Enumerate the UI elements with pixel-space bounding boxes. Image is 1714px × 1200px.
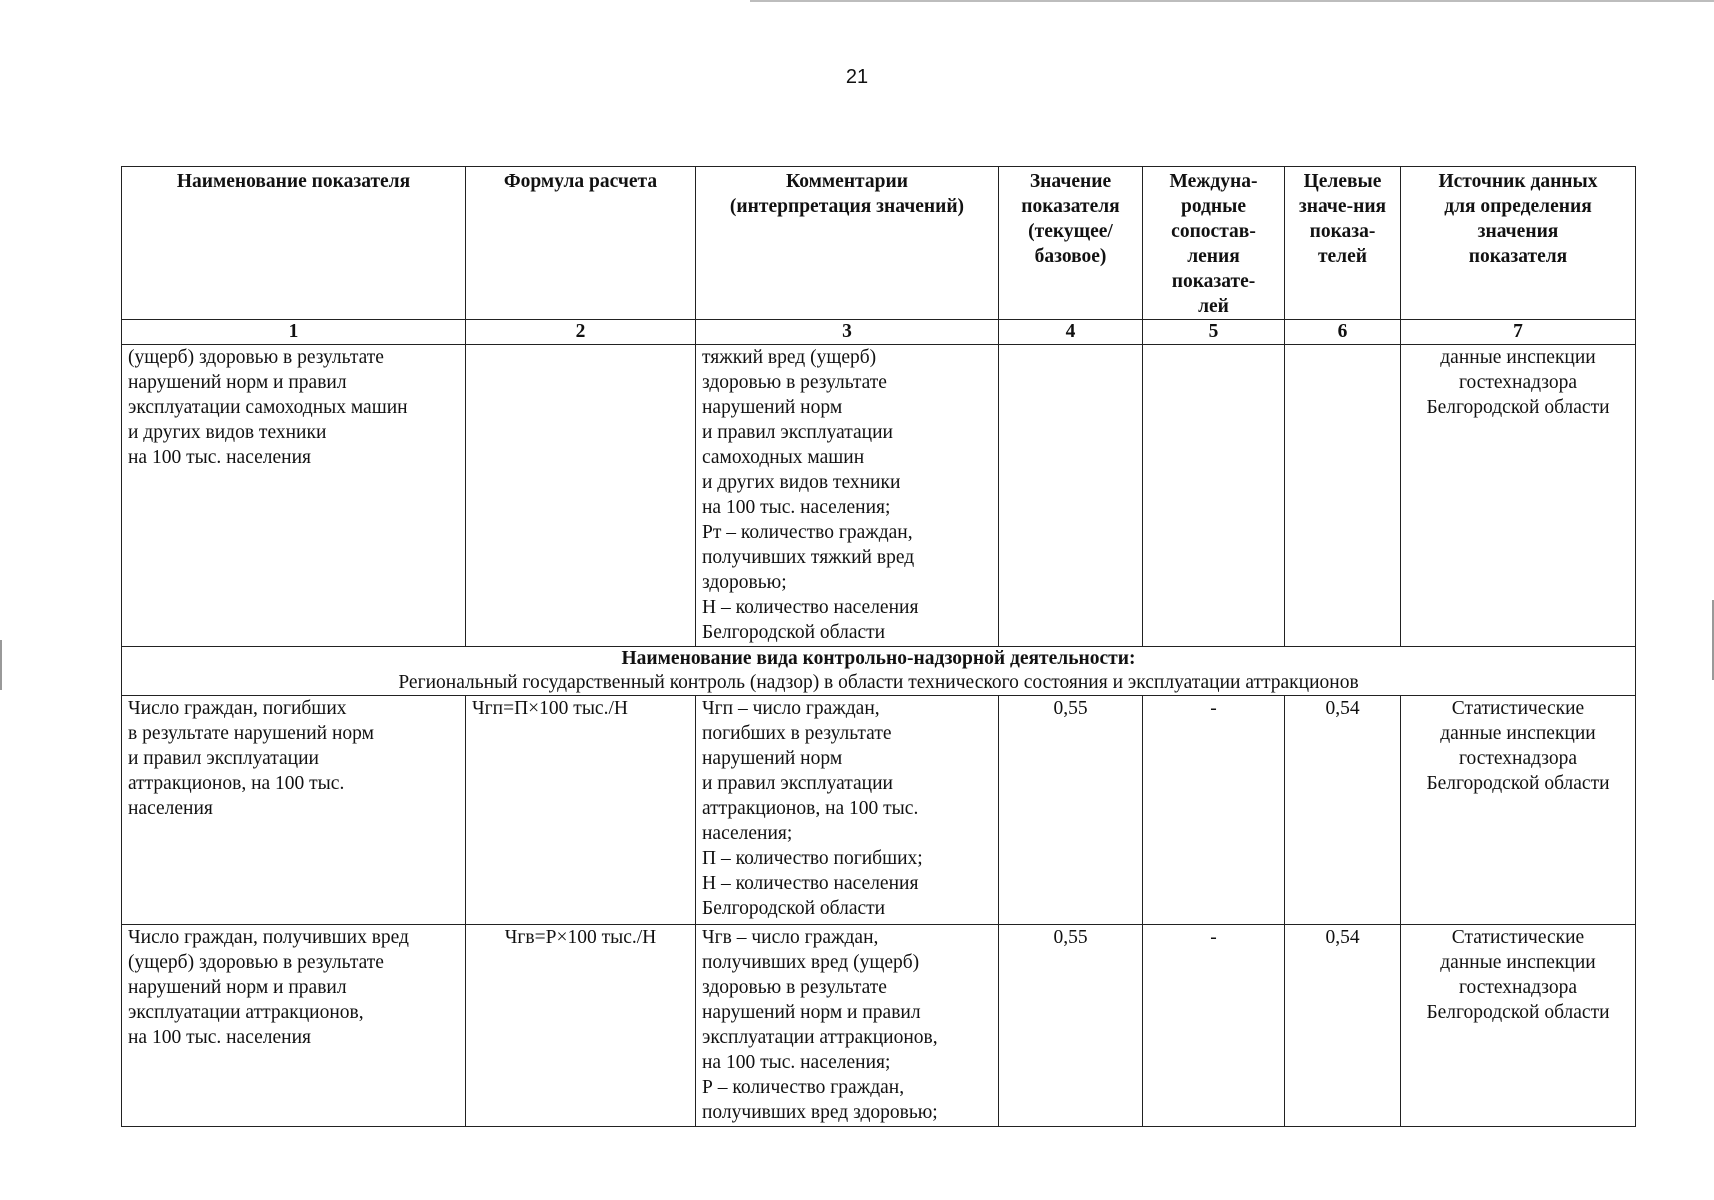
section-row — [122, 647, 1636, 696]
data-source: данные инспекции гостехнадзора Белгородской области — [1401, 345, 1636, 647]
scan-margin-mark — [0, 640, 2, 690]
table-row — [122, 345, 1636, 647]
section-subtitle: Региональный государственный контроль (надзор) в области технического состояния и эксплуатации аттракционов — [398, 672, 1359, 693]
column-number: 7 — [1401, 320, 1636, 345]
indicator-name: Число граждан, погибших в результате нарушений норм и правил эксплуатации аттракционов, на 100 тыс. населения — [122, 696, 466, 925]
page-number: 21 — [845, 66, 869, 88]
section-title: Наименование вида контрольно-надзорной деятельности: — [621, 648, 1136, 669]
data-source: Статистические данные инспекции гостехнадзора Белгородской области — [1401, 696, 1636, 925]
target-value: 0,54 — [1285, 696, 1401, 925]
scan-edge-line — [750, 0, 1714, 2]
column-number: 3 — [696, 320, 999, 345]
comment: Чгп – число граждан, погибших в результате нарушений норм и правил эксплуатации аттракционов, на 100 тыс. населения; П – количество погибших; Н – количество населения Белгородской области — [696, 696, 999, 925]
target-value — [1285, 345, 1401, 647]
header-international: Междуна- родные сопостав- ления показате- лей — [1143, 167, 1285, 320]
indicator-name: (ущерб) здоровью в результате нарушений норм и правил эксплуатации самоходных машин и других видов техники на 100 тыс. населения — [122, 345, 466, 647]
header-target: Целевые значе-ния показа- телей — [1285, 167, 1401, 320]
table-row — [122, 925, 1636, 1127]
indicator-value: 0,55 — [999, 925, 1143, 1127]
target-value: 0,54 — [1285, 925, 1401, 1127]
header-comments: Комментарии (интерпретация значений) — [696, 167, 999, 320]
column-number-row — [122, 320, 1636, 345]
international-comparison: - — [1143, 696, 1285, 925]
indicators-table — [121, 166, 1636, 1127]
header-row — [122, 167, 1636, 320]
indicator-value: 0,55 — [999, 696, 1143, 925]
header-formula: Формула расчета — [466, 167, 696, 320]
indicator-value — [999, 345, 1143, 647]
column-number: 6 — [1285, 320, 1401, 345]
comment: Чгв – число граждан, получивших вред (ущерб) здоровью в результате нарушений норм и правил эксплуатации аттракционов, на 100 тыс. населения; Р – количество граждан, получивших вред здоровью; — [696, 925, 999, 1127]
column-number: 1 — [122, 320, 466, 345]
formula — [466, 345, 696, 647]
column-number: 2 — [466, 320, 696, 345]
table-row — [122, 696, 1636, 925]
formula: Чгв=Р×100 тыс./Н — [466, 925, 696, 1127]
data-source: Статистические данные инспекции гостехнадзора Белгородской области — [1401, 925, 1636, 1127]
international-comparison: - — [1143, 925, 1285, 1127]
international-comparison — [1143, 345, 1285, 647]
comment: тяжкий вред (ущерб) здоровью в результате нарушений норм и правил эксплуатации самоходных машин и других видов техники на 100 тыс. населения; Рт – количество граждан, получивших тяжкий вред здоровью; Н – количество населения Белгородской области — [696, 345, 999, 647]
section-cell — [122, 647, 1636, 696]
header-value: Значение показателя (текущее/ базовое) — [999, 167, 1143, 320]
indicator-name: Число граждан, получивших вред (ущерб) здоровью в результате нарушений норм и правил эксплуатации аттракционов, на 100 тыс. населения — [122, 925, 466, 1127]
column-number: 5 — [1143, 320, 1285, 345]
header-indicator-name: Наименование показателя — [122, 167, 466, 320]
formula: Чгп=П×100 тыс./Н — [466, 696, 696, 925]
column-number: 4 — [999, 320, 1143, 345]
header-source: Источник данных для определения значения показателя — [1401, 167, 1636, 320]
